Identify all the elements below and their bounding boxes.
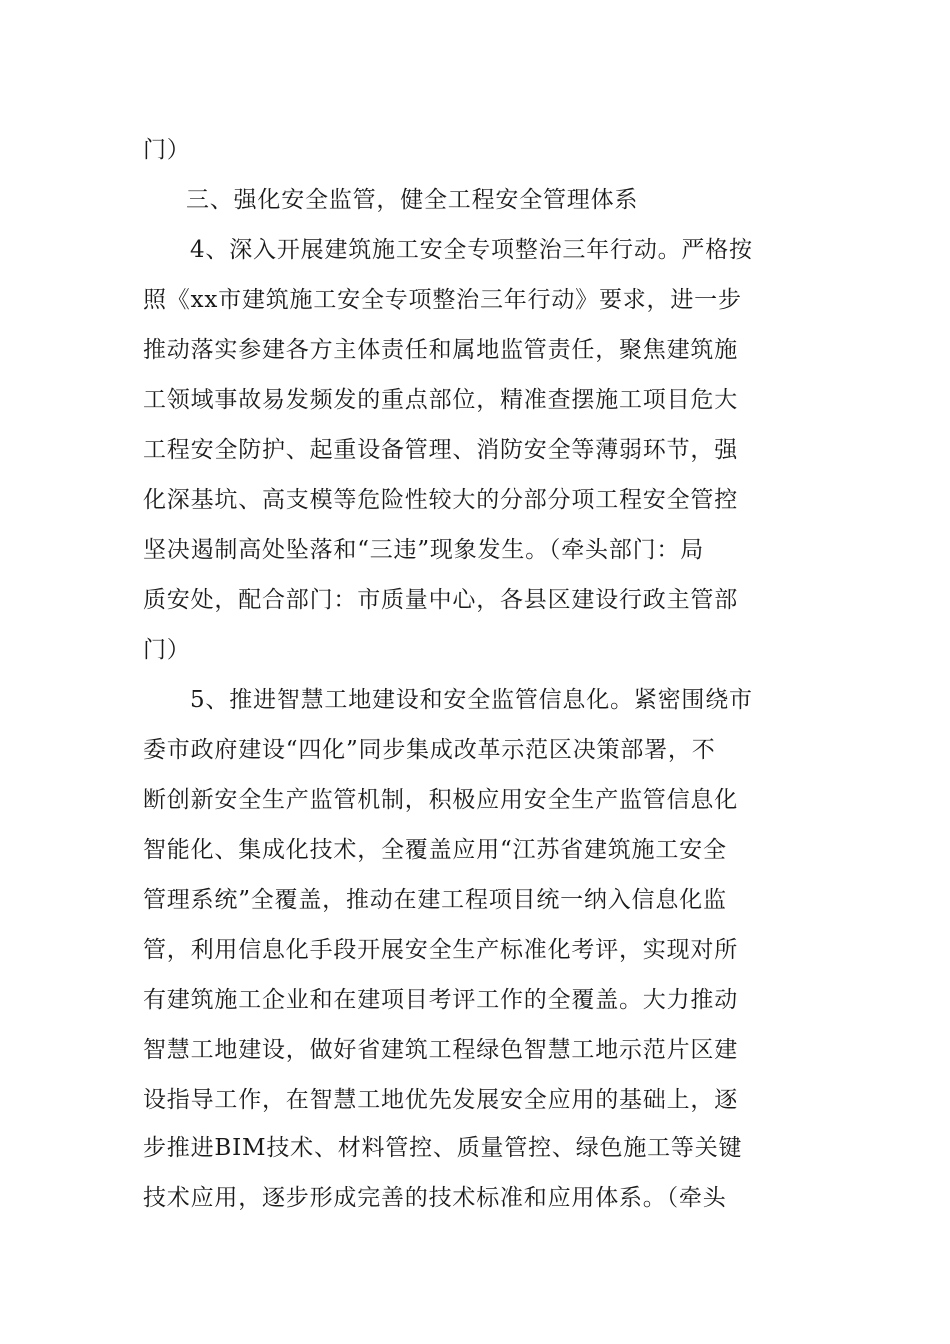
text-line: 技术应用，逐步形成完善的技术标准和应用体系。（牵头 <box>143 1185 727 1211</box>
text-line: 化深基坑、高支模等危险性较大的分部分项工程安全管控 <box>143 487 738 513</box>
text-line: 智能化、集成化技术，全覆盖应用“江苏省建筑施工安全 <box>143 837 727 863</box>
text-line: 坚决遏制高处坠落和“三违”现象发生。（牵头部门：局 <box>143 537 705 563</box>
text-line: 有建筑施工企业和在建项目考评工作的全覆盖。大力推动 <box>143 987 738 1013</box>
text-line: 步推进BIM技术、材料管控、质量管控、绿色施工等关键 <box>143 1135 743 1161</box>
text-line: 质安处，配合部门：市质量中心，各县区建设行政主管部 <box>143 587 738 613</box>
paragraph-start: 4、深入开展建筑施工安全专项整治三年行动。严格按 <box>190 237 753 263</box>
text-line: 工程安全防护、起重设备管理、消防安全等薄弱环节，强 <box>143 437 738 463</box>
text-line: 推动落实参建各方主体责任和属地监管责任，聚焦建筑施 <box>143 337 738 363</box>
paragraph-start: 5、推进智慧工地建设和安全监管信息化。紧密围绕市 <box>190 687 753 713</box>
text-line: 门） <box>143 637 191 663</box>
text-line: 门） <box>143 137 191 163</box>
text-line: 委市政府建设“四化”同步集成改革示范区决策部署，不 <box>143 737 716 763</box>
section-heading: 三、强化安全监管，健全工程安全管理体系 <box>186 187 639 213</box>
text-line: 工领域事故易发频发的重点部位，精准查摆施工项目危大 <box>143 387 738 413</box>
text-line: 管理系统”全覆盖，推动在建工程项目统一纳入信息化监 <box>143 887 727 913</box>
text-line: 设指导工作，在智慧工地优先发展安全应用的基础上，逐 <box>143 1087 738 1113</box>
text-line: 照《xx市建筑施工安全专项整治三年行动》要求，进一步 <box>143 287 742 313</box>
text-line: 管，利用信息化手段开展安全生产标准化考评，实现对所 <box>143 937 738 963</box>
text-line: 智慧工地建设，做好省建筑工程绿色智慧工地示范片区建 <box>143 1037 738 1063</box>
text-line: 断创新安全生产监管机制，积极应用安全生产监管信息化 <box>143 787 738 813</box>
